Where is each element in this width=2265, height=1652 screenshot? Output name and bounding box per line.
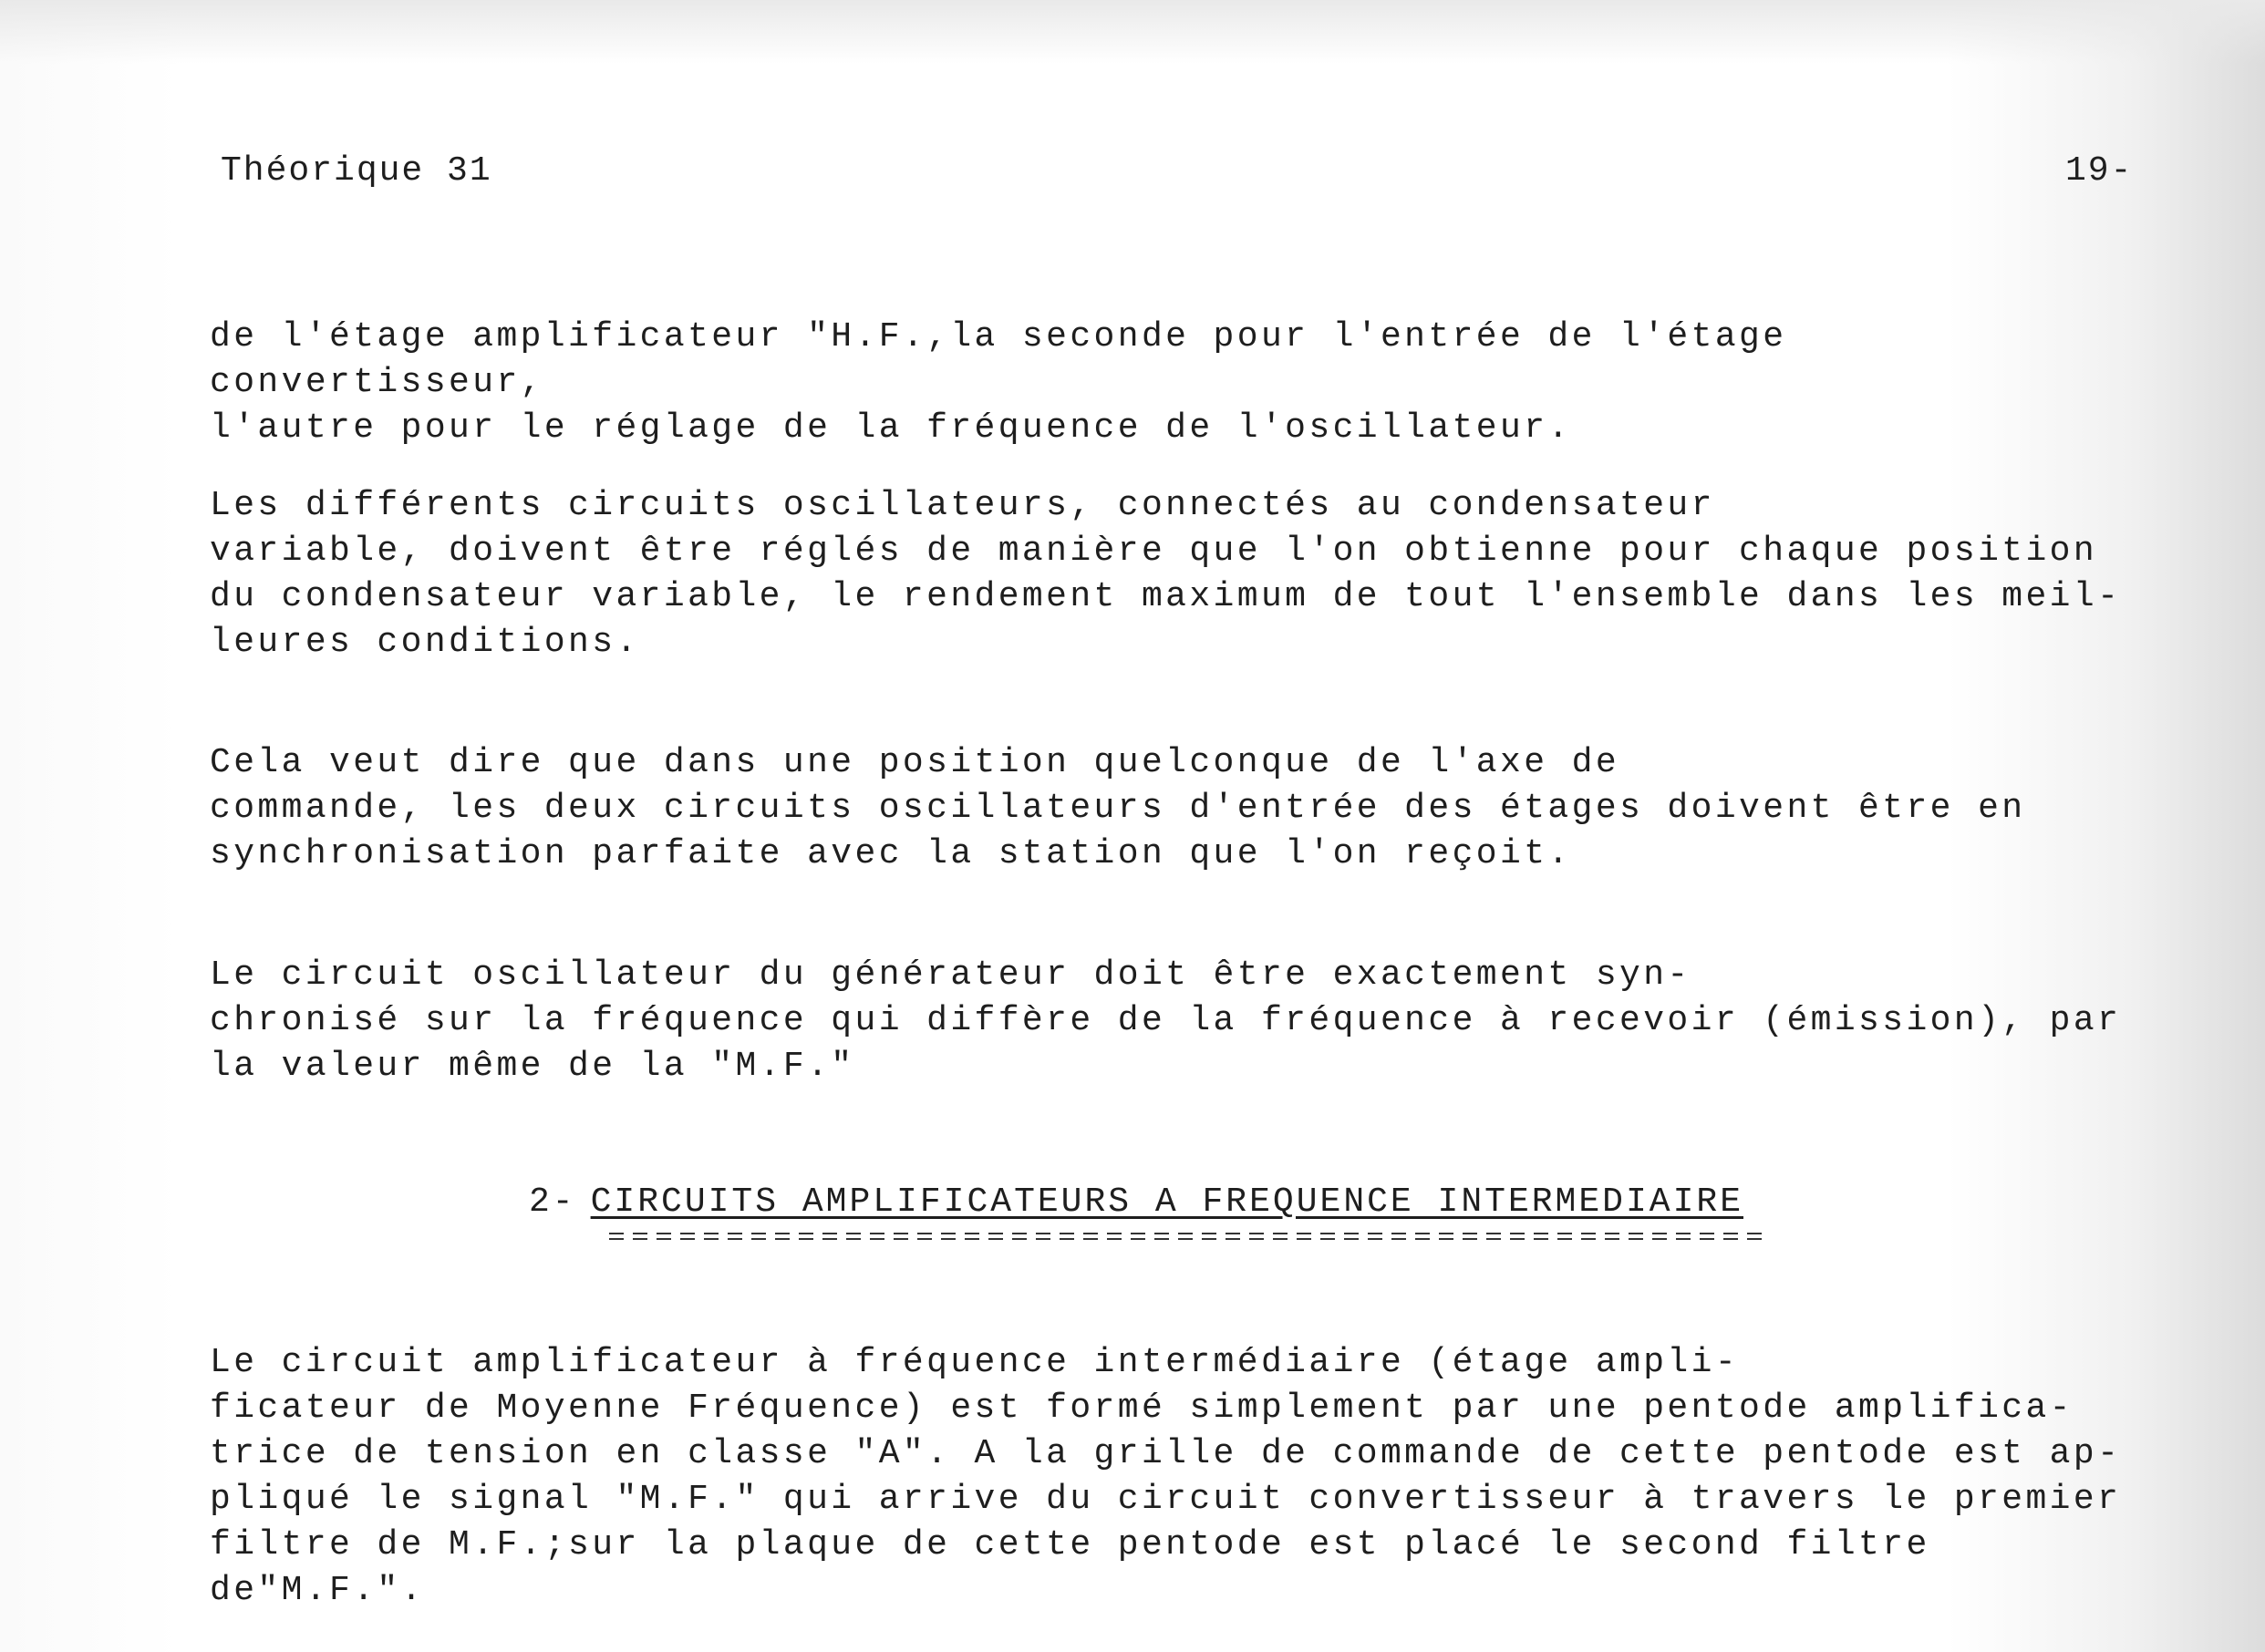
running-header: Théorique 31 (221, 151, 492, 191)
page-number: 19- (2065, 151, 2134, 191)
section-heading (529, 1182, 1743, 1222)
section-paragraph: Le circuit amplificateur à fréquence intermédiaire (étage ampli- ficateur de Moyenne Fréquence) est formé simplement par une pentode amplifica- trice de tension en classe "A". A la grille de commande de cette pentode est ap- pliqué le signal "M.F." qui arrive du circuit convertisseur à travers le premier filtre de M.F.;sur la plaque de cette pentode est placé le second filtre de"M.F.". (210, 1343, 2122, 1610)
heading-dashed-rule (609, 1233, 1767, 1242)
paragraph-4: Le circuit oscillateur du générateur doit être exactement syn- chronisé sur la fréquence qui diffère de la fréquence à recevoir (émission), par la valeur même de la "M.F." (210, 955, 2122, 1086)
section-title: CIRCUITS AMPLIFICATEURS A FREQUENCE INTERMEDIAIRE (590, 1182, 1743, 1222)
paragraph-3: Cela veut dire que dans une position quelconque de l'axe de commande, les deux circuits oscillateurs d'entrée des étages doivent être en synchronisation parfaite avec la station que l'on reçoit. (210, 743, 2026, 873)
section-number: 2- (529, 1182, 576, 1222)
paragraph-2: Les différents circuits oscillateurs, connectés au condensateur variable, doivent être réglés de manière que l'on obtienne pour chaque position du condensateur variable, le rendement maximum de tout l'ensemble dans les meil- leures conditions. (210, 486, 2122, 662)
scan-shadow (0, 0, 2265, 64)
paragraph-1: de l'étage amplificateur "H.F.,la seconde pour l'entrée de l'étage convertisseur, l'autre pour le réglage de la fréquence de l'oscillateur. (210, 317, 1787, 448)
